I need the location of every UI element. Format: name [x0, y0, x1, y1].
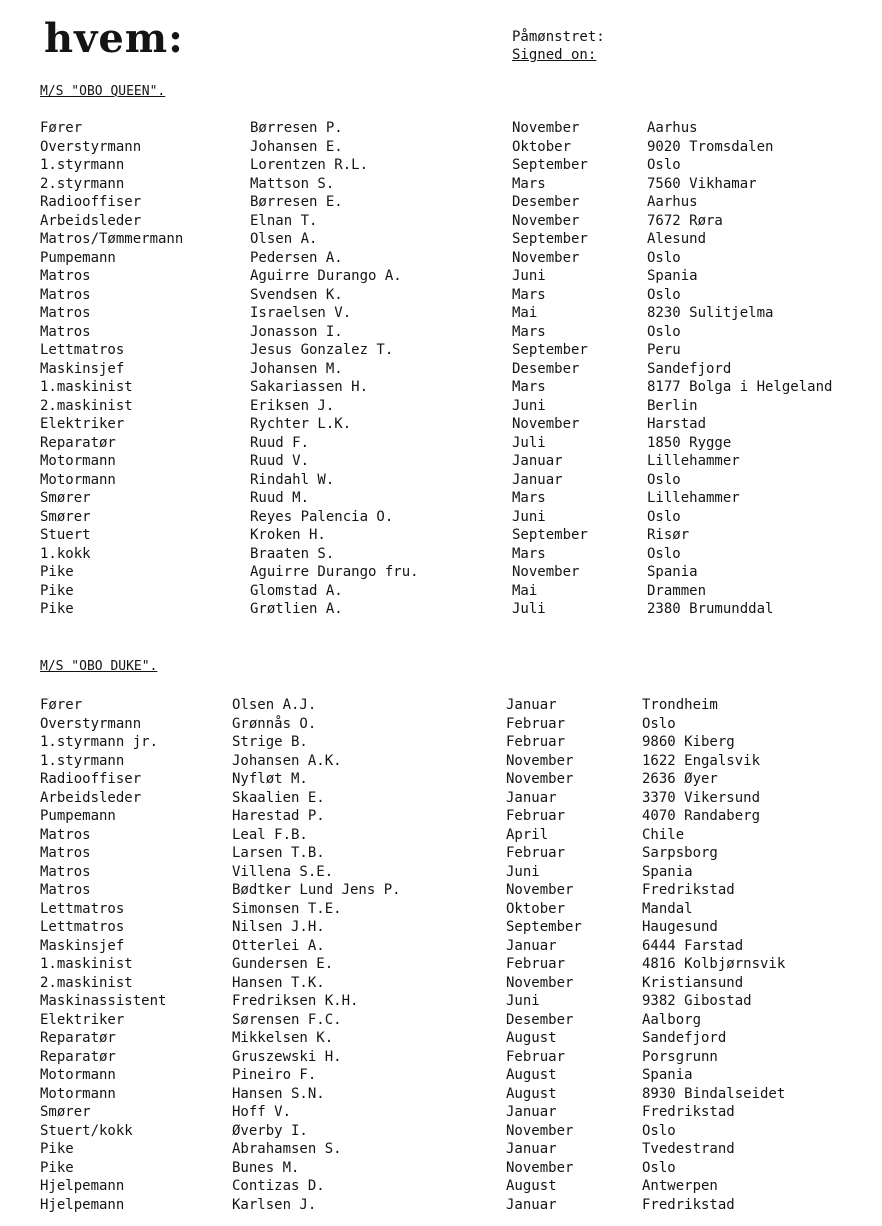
crew-role: Arbeidsleder [40, 212, 142, 229]
crew-row [40, 863, 880, 882]
crew-month: Juli [512, 601, 546, 617]
crew-hometown: Aarhus [647, 120, 698, 136]
crew-name: Pineiro F. [232, 1067, 317, 1083]
crew-month: September [512, 527, 588, 543]
crew-row [40, 918, 880, 937]
crew-month: Februar [506, 845, 566, 861]
crew-name: Rychter L.K. [250, 416, 352, 432]
crew-month: August [506, 1030, 557, 1046]
crew-month: September [512, 157, 588, 173]
crew-name: Villena S.E. [232, 863, 334, 880]
signed-on-header [512, 28, 605, 64]
crew-role: Overstyrmann [40, 715, 142, 732]
crew-role: Overstyrmann [40, 138, 142, 155]
crew-hometown: Harstad [647, 416, 707, 432]
crew-role: Pike [40, 1159, 74, 1176]
crew-row [40, 1048, 880, 1067]
crew-month: November [512, 416, 580, 432]
crew-row [40, 600, 880, 619]
crew-month: Februar [506, 808, 566, 824]
crew-role: Radiooffiser [40, 194, 142, 210]
crew-role: Motormann [40, 453, 116, 469]
crew-name: Nyfløt M. [232, 771, 308, 787]
crew-role: Matros [40, 882, 91, 898]
crew-row [40, 489, 880, 508]
crew-hometown: Oslo [642, 1122, 676, 1139]
crew-month: November [512, 249, 580, 266]
crew-row [40, 249, 880, 268]
crew-role: Matros [40, 826, 91, 843]
crew-name: Abrahamsen S. [232, 1141, 342, 1157]
signed-on-english: Signed on: [512, 47, 597, 63]
crew-month: August [506, 1178, 557, 1194]
crew-row [40, 156, 880, 175]
crew-hometown: Alesund [647, 231, 707, 247]
crew-hometown: Oslo [647, 471, 681, 488]
page-heading: hvem: [44, 15, 184, 62]
crew-month: Mars [512, 323, 546, 340]
crew-role: Matros [40, 305, 91, 321]
crew-hometown: Fredrikstad [642, 882, 735, 898]
crew-role: Arbeidsleder [40, 789, 142, 806]
crew-row [40, 1122, 880, 1141]
crew-row [40, 733, 880, 752]
crew-row [40, 563, 880, 582]
crew-hometown: Spania [642, 1067, 693, 1083]
crew-hometown: Oslo [647, 323, 681, 340]
crew-role: Pike [40, 1141, 74, 1157]
crew-month: November [506, 1159, 574, 1176]
crew-role: Fører [40, 120, 83, 136]
crew-hometown: 8930 Bindalseidet [642, 1085, 786, 1102]
crew-row [40, 696, 880, 715]
crew-month: Januar [506, 1104, 557, 1120]
crew-name: Contizas D. [232, 1178, 325, 1194]
crew-row [40, 1011, 880, 1030]
crew-role: Reparatør [40, 1030, 116, 1046]
crew-hometown: Tvedestrand [642, 1141, 735, 1157]
crew-row [40, 937, 880, 956]
crew-month: November [512, 564, 580, 580]
crew-month: September [512, 231, 588, 247]
crew-hometown: Porsgrunn [642, 1048, 718, 1065]
crew-name: Hansen S.N. [232, 1085, 325, 1102]
crew-role: Reparatør [40, 434, 116, 451]
crew-row [40, 807, 880, 826]
crew-hometown: Spania [647, 268, 698, 284]
crew-name: Sørensen F.C. [232, 1011, 342, 1028]
crew-row [40, 175, 880, 194]
crew-row [40, 526, 880, 545]
crew-hometown: 2380 Brumunddal [647, 601, 774, 617]
crew-hometown: Oslo [647, 157, 681, 173]
crew-name: Johansen M. [250, 360, 343, 377]
crew-name: Børresen E. [250, 194, 343, 210]
crew-role: Fører [40, 697, 83, 713]
crew-month: November [506, 974, 574, 991]
crew-role: Hjelpemann [40, 1178, 125, 1194]
crew-month: Oktober [512, 138, 572, 155]
crew-month: Mars [512, 286, 546, 303]
crew-name: Jonasson I. [250, 323, 343, 340]
crew-name: Johansen E. [250, 138, 343, 155]
crew-role: Pike [40, 582, 74, 599]
crew-name: Grøtlien A. [250, 601, 343, 617]
crew-month: Mars [512, 175, 546, 192]
crew-row [40, 955, 880, 974]
crew-month: Mars [512, 545, 546, 562]
crew-role: Maskinsjef [40, 937, 125, 954]
crew-role: Motormann [40, 471, 116, 488]
crew-hometown: Lillehammer [647, 453, 740, 469]
crew-month: Mars [512, 379, 546, 395]
crew-month: Februar [506, 734, 566, 750]
crew-name: Ruud F. [250, 434, 310, 451]
crew-name: Glomstad A. [250, 582, 343, 599]
crew-role: Motormann [40, 1067, 116, 1083]
crew-month: Juni [512, 508, 546, 525]
crew-hometown: 3370 Vikersund [642, 789, 761, 806]
crew-hometown: Oslo [647, 545, 681, 562]
crew-month: September [512, 342, 588, 358]
crew-name: Rindahl W. [250, 471, 335, 488]
crew-role: 2.styrmann [40, 175, 125, 192]
crew-hometown: Oslo [647, 249, 681, 266]
crew-name: Grønnås O. [232, 715, 317, 732]
crew-row [40, 508, 880, 527]
crew-month: August [506, 1085, 557, 1102]
crew-role: Lettmatros [40, 919, 125, 935]
crew-row [40, 1066, 880, 1085]
crew-row [40, 992, 880, 1011]
crew-hometown: 1622 Engalsvik [642, 752, 761, 769]
crew-hometown: Fredrikstad [642, 1104, 735, 1120]
crew-month: November [506, 752, 574, 769]
crew-hometown: 8177 Bolga i Helgeland [647, 379, 833, 395]
crew-hometown: Aarhus [647, 194, 698, 210]
crew-name: Larsen T.B. [232, 845, 325, 861]
crew-role: 1.styrmann jr. [40, 734, 159, 750]
crew-hometown: Trondheim [642, 697, 718, 713]
crew-month: November [512, 212, 580, 229]
crew-role: Maskinsjef [40, 360, 125, 377]
crew-name: Mikkelsen K. [232, 1030, 334, 1046]
crew-month: Januar [512, 453, 563, 469]
crew-row [40, 1029, 880, 1048]
crew-row [40, 212, 880, 231]
crew-row [40, 826, 880, 845]
crew-name: Børresen P. [250, 120, 343, 136]
crew-month: September [506, 919, 582, 935]
crew-role: 1.maskinist [40, 956, 133, 972]
crew-row [40, 1177, 880, 1196]
crew-role: Pumpemann [40, 808, 116, 824]
crew-hometown: Lillehammer [647, 490, 740, 506]
crew-month: November [506, 771, 574, 787]
crew-hometown: Chile [642, 826, 685, 843]
crew-month: Mai [512, 305, 538, 321]
crew-row [40, 304, 880, 323]
crew-hometown: Oslo [642, 1159, 676, 1176]
crew-month: Januar [506, 789, 557, 806]
crew-role: Smører [40, 508, 91, 525]
crew-month: Mai [512, 582, 538, 599]
crew-list-obo-queen [40, 119, 880, 619]
crew-month: November [506, 1122, 574, 1139]
crew-month: April [506, 826, 549, 843]
crew-role: Matros [40, 863, 91, 880]
crew-row [40, 1159, 880, 1178]
crew-role: Pike [40, 564, 74, 580]
crew-month: Juni [506, 863, 540, 880]
crew-name: Olsen A. [250, 231, 318, 247]
crew-hometown: Haugesund [642, 919, 718, 935]
crew-name: Leal F.B. [232, 826, 308, 843]
crew-role: Matros/Tømmermann [40, 231, 184, 247]
crew-row [40, 415, 880, 434]
crew-row [40, 378, 880, 397]
crew-month: Juli [512, 434, 546, 451]
crew-row [40, 1085, 880, 1104]
crew-month: Januar [506, 1141, 557, 1157]
crew-row [40, 286, 880, 305]
crew-hometown: Spania [642, 863, 693, 880]
crew-hometown: 4816 Kolbjørnsvik [642, 956, 786, 972]
crew-row [40, 582, 880, 601]
crew-row [40, 789, 880, 808]
crew-hometown: Oslo [642, 715, 676, 732]
crew-name: Bunes M. [232, 1159, 300, 1176]
crew-row [40, 193, 880, 212]
crew-row [40, 471, 880, 490]
crew-month: Desember [512, 194, 580, 210]
crew-row [40, 434, 880, 453]
crew-role: Elektriker [40, 416, 125, 432]
signed-on-norwegian: Påmønstret: [512, 29, 605, 45]
crew-hometown: 8230 Sulitjelma [647, 305, 774, 321]
crew-row [40, 1140, 880, 1159]
crew-name: Karlsen J. [232, 1196, 317, 1213]
crew-role: Pike [40, 601, 74, 617]
crew-name: Lorentzen R.L. [250, 157, 369, 173]
crew-hometown: Aalborg [642, 1011, 702, 1028]
crew-role: 1.maskinist [40, 379, 133, 395]
crew-month: Januar [506, 1196, 557, 1213]
crew-name: Kroken H. [250, 527, 326, 543]
crew-name: Hansen T.K. [232, 974, 325, 991]
crew-row [40, 1196, 880, 1215]
crew-month: November [512, 120, 580, 136]
crew-role: 2.maskinist [40, 974, 133, 991]
crew-month: August [506, 1067, 557, 1083]
crew-row [40, 119, 880, 138]
crew-role: Smører [40, 490, 91, 506]
crew-hometown: 4070 Randaberg [642, 808, 761, 824]
crew-hometown: Antwerpen [642, 1178, 718, 1194]
crew-month: Januar [506, 697, 557, 713]
crew-name: Øverby I. [232, 1122, 308, 1139]
crew-hometown: Risør [647, 527, 690, 543]
crew-role: Pumpemann [40, 249, 116, 266]
crew-name: Harestad P. [232, 808, 325, 824]
crew-row [40, 715, 880, 734]
crew-role: 2.maskinist [40, 397, 133, 414]
crew-role: Matros [40, 323, 91, 340]
crew-month: Juni [512, 397, 546, 414]
crew-hometown: Oslo [647, 508, 681, 525]
crew-name: Jesus Gonzalez T. [250, 342, 394, 358]
ship-title-obo-duke: M/S "OBO DUKE". [40, 659, 158, 674]
crew-name: Olsen A.J. [232, 697, 317, 713]
crew-hometown: 6444 Farstad [642, 937, 744, 954]
crew-name: Pedersen A. [250, 249, 343, 266]
crew-row [40, 770, 880, 789]
crew-name: Simonsen T.E. [232, 900, 342, 917]
crew-row [40, 138, 880, 157]
crew-month: Desember [506, 1011, 574, 1028]
crew-hometown: Oslo [647, 286, 681, 303]
crew-row [40, 545, 880, 564]
crew-name: Reyes Palencia O. [250, 508, 394, 525]
crew-row [40, 752, 880, 771]
crew-role: Motormann [40, 1085, 116, 1102]
crew-name: Hoff V. [232, 1104, 292, 1120]
crew-month: Juni [506, 993, 540, 1009]
crew-role: Stuert/kokk [40, 1122, 133, 1139]
crew-row [40, 267, 880, 286]
crew-hometown: Kristiansund [642, 974, 744, 991]
crew-row [40, 230, 880, 249]
crew-hometown: 9382 Gibostad [642, 993, 752, 1009]
crew-row [40, 900, 880, 919]
crew-month: Mars [512, 490, 546, 506]
crew-name: Ruud V. [250, 453, 310, 469]
crew-month: Januar [506, 937, 557, 954]
crew-hometown: Sandefjord [642, 1030, 727, 1046]
crew-row [40, 1103, 880, 1122]
crew-hometown: 9860 Kiberg [642, 734, 735, 750]
crew-hometown: Berlin [647, 397, 698, 414]
crew-name: Braaten S. [250, 545, 335, 562]
crew-name: Johansen A.K. [232, 752, 342, 769]
crew-name: Israelsen V. [250, 305, 352, 321]
crew-name: Strige B. [232, 734, 308, 750]
crew-role: Matros [40, 268, 91, 284]
crew-role: Stuert [40, 527, 91, 543]
crew-role: 1.kokk [40, 545, 91, 562]
crew-month: Oktober [506, 900, 566, 917]
crew-hometown: 1850 Rygge [647, 434, 732, 451]
crew-month: Juni [512, 268, 546, 284]
crew-role: Matros [40, 845, 91, 861]
crew-role: 1.styrmann [40, 752, 125, 769]
crew-role: Radiooffiser [40, 771, 142, 787]
crew-month: November [506, 882, 574, 898]
crew-hometown: Peru [647, 342, 681, 358]
crew-month: Februar [506, 956, 566, 972]
crew-role: Maskinassistent [40, 993, 167, 1009]
crew-hometown: Drammen [647, 582, 707, 599]
crew-role: Elektriker [40, 1011, 125, 1028]
crew-row [40, 881, 880, 900]
crew-name: Aguirre Durango fru. [250, 564, 419, 580]
crew-row [40, 360, 880, 379]
crew-name: Eriksen J. [250, 397, 335, 414]
crew-hometown: Spania [647, 564, 698, 580]
crew-hometown: 2636 Øyer [642, 771, 718, 787]
crew-month: Februar [506, 715, 566, 732]
crew-month: Januar [512, 471, 563, 488]
crew-hometown: Sandefjord [647, 360, 732, 377]
crew-name: Gundersen E. [232, 956, 334, 972]
crew-hometown: 7560 Vikhamar [647, 175, 757, 192]
crew-name: Aguirre Durango A. [250, 268, 402, 284]
crew-name: Ruud M. [250, 490, 310, 506]
crew-hometown: 7672 Røra [647, 212, 723, 229]
crew-hometown: Sarpsborg [642, 845, 718, 861]
crew-name: Nilsen J.H. [232, 919, 325, 935]
crew-month: Februar [506, 1048, 566, 1065]
crew-row [40, 974, 880, 993]
crew-hometown: 9020 Tromsdalen [647, 138, 774, 155]
crew-name: Bødtker Lund Jens P. [232, 882, 401, 898]
crew-name: Skaalien E. [232, 789, 325, 806]
crew-role: Smører [40, 1104, 91, 1120]
crew-row [40, 397, 880, 416]
crew-role: Reparatør [40, 1048, 116, 1065]
crew-role: Matros [40, 286, 91, 303]
crew-row [40, 844, 880, 863]
crew-role: Lettmatros [40, 900, 125, 917]
crew-name: Sakariassen H. [250, 379, 369, 395]
crew-hometown: Fredrikstad [642, 1196, 735, 1213]
crew-name: Otterlei A. [232, 937, 325, 954]
crew-list-obo-duke [40, 696, 880, 1214]
crew-name: Svendsen K. [250, 286, 343, 303]
crew-name: Elnan T. [250, 212, 318, 229]
crew-name: Mattson S. [250, 175, 335, 192]
crew-hometown: Mandal [642, 900, 693, 917]
crew-row [40, 323, 880, 342]
crew-role: Hjelpemann [40, 1196, 125, 1213]
crew-row [40, 452, 880, 471]
crew-role: Lettmatros [40, 342, 125, 358]
crew-role: 1.styrmann [40, 157, 125, 173]
crew-name: Gruszewski H. [232, 1048, 342, 1065]
ship-title-obo-queen: M/S "OBO QUEEN". [40, 84, 166, 99]
crew-month: Desember [512, 360, 580, 377]
crew-name: Fredriksen K.H. [232, 993, 359, 1009]
crew-row [40, 341, 880, 360]
